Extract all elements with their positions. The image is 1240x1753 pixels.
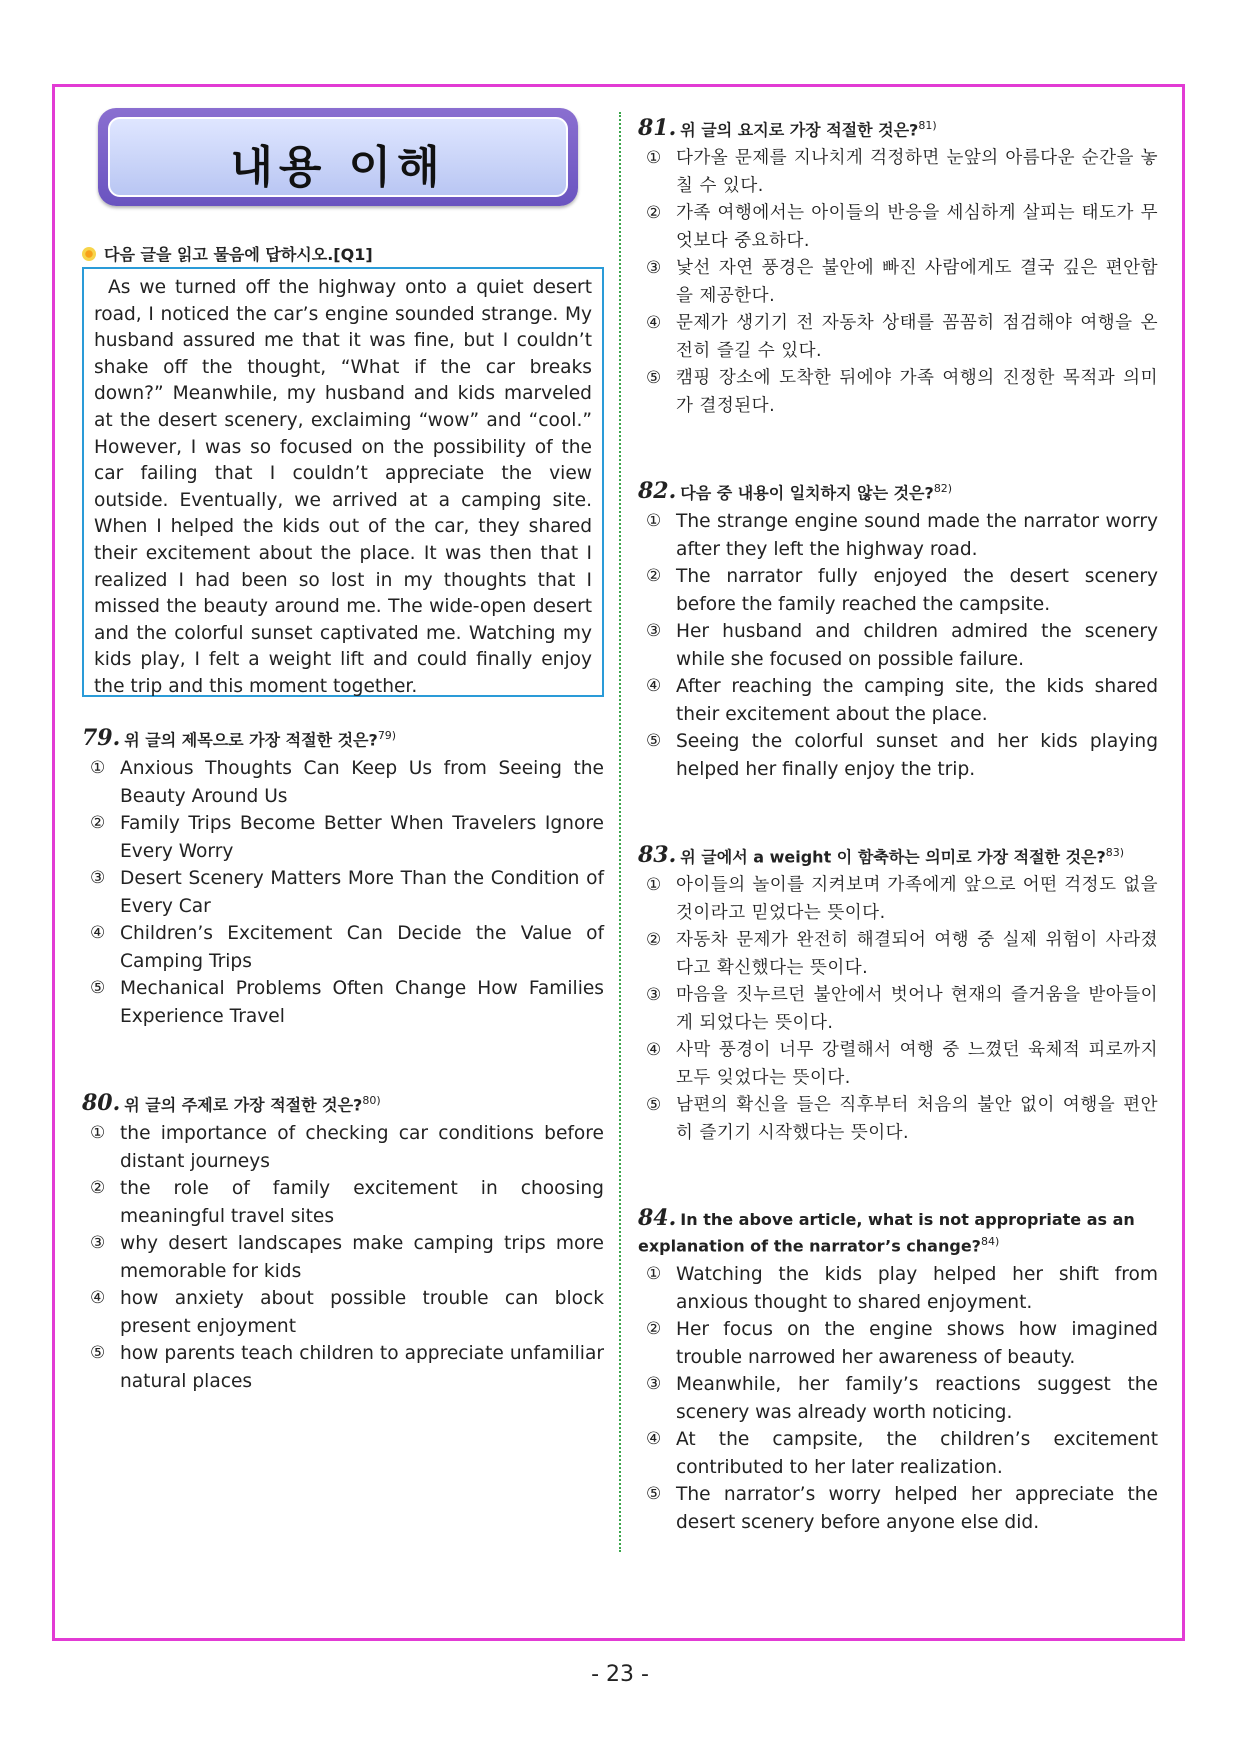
option-text: Mechanical Problems Often Change How Families Experience Travel [120,978,604,1027]
option-text: Desert Scenery Matters More Than the Condition of Every Car [120,868,604,917]
reading-passage [82,267,604,697]
option-mark: ③ [646,258,662,279]
question-text: 위 글의 주제로 가장 적절한 것은? [124,1095,363,1115]
option-text: the role of family excitement in choosing meaningful travel sites [120,1178,604,1227]
option-2[interactable] [638,927,1158,982]
option-mark: ④ [646,676,662,697]
option-mark: ③ [90,1233,106,1254]
option-list [82,755,604,1030]
option-mark: ① [646,148,662,169]
option-text: Meanwhile, her family’s reactions suggest the scenery was already worth noticing. [676,1374,1158,1423]
option-mark: ⑤ [646,1095,662,1116]
option-list [638,508,1158,783]
question-header [638,842,1158,868]
option-5[interactable] [638,365,1158,420]
option-text: Seeing the colorful sunset and her kids playing helped her finally enjoy the trip. [676,731,1158,780]
option-mark: ④ [90,923,106,944]
question-header [638,115,1158,141]
option-text: 가족 여행에서는 아이들의 반응을 세심하게 살피는 태도가 무엇보다 중요하다. [676,203,1158,251]
banner-inner [108,117,568,197]
option-text: Children’s Excitement Can Decide the Value of Camping Trips [120,923,604,972]
option-text: the importance of checking car conditions before distant journeys [120,1123,604,1172]
option-mark: ⑤ [646,731,662,752]
option-4[interactable] [82,920,604,975]
option-list [638,145,1158,420]
option-mark: ③ [646,985,662,1006]
option-mark: ② [90,1178,106,1199]
footnote-ref: 81) [918,119,937,132]
question-text: 위 글의 제목으로 가장 적절한 것은? [124,730,378,750]
option-mark: ③ [90,868,106,889]
option-mark: ④ [646,1429,662,1450]
option-mark: ② [646,1319,662,1340]
option-mark: ① [646,875,662,896]
option-4[interactable] [638,673,1158,728]
section-banner [98,108,578,206]
question-number: 84. [638,1205,677,1231]
option-mark: ④ [90,1288,106,1309]
flower-icon [82,247,96,261]
question-text: 위 글에서 a weight 이 함축하는 의미로 가장 적절한 것은? [680,847,1106,867]
option-mark: ④ [646,1040,662,1061]
option-text: At the campsite, the children’s excitement contributed to her later realization. [676,1429,1158,1478]
option-list [638,872,1158,1147]
option-text: 캠핑 장소에 도착한 뒤에야 가족 여행의 진정한 목적과 의미가 결정된다. [676,368,1158,416]
option-text: 낯선 자연 풍경은 불안에 빠진 사람에게도 결국 깊은 편안함을 제공한다. [676,258,1158,306]
option-text: Anxious Thoughts Can Keep Us from Seeing the Beauty Around Us [120,758,604,807]
question-header [82,725,604,751]
question-82 [638,478,1158,783]
footnote-ref: 82) [933,482,953,495]
question-number: 83. [638,842,677,869]
question-number: 81. [638,115,677,142]
question-81 [638,115,1158,420]
option-1[interactable] [638,1261,1158,1316]
option-mark: ② [646,930,662,951]
footnote-ref: 80) [362,1094,381,1107]
option-mark: ⑤ [646,368,662,389]
question-83 [638,842,1158,1147]
option-mark: ② [646,203,662,224]
option-4[interactable] [638,1037,1158,1092]
option-mark: ① [646,511,662,532]
question-header [82,1090,604,1116]
option-mark: ⑤ [646,1484,662,1505]
option-text: 문제가 생기기 전 자동차 상태를 꼼꼼히 점검해야 여행을 온전히 즐길 수 있다. [676,313,1158,361]
footnote-ref: 84) [980,1235,1000,1248]
option-2[interactable] [82,810,604,865]
option-text: The narrator’s worry helped her appreciate the desert scenery before anyone else did. [676,1484,1158,1533]
option-mark: ② [646,566,662,587]
option-text: 마음을 짓누르던 불안에서 벗어나 현재의 즐거움을 받아들이게 되었다는 뜻이다. [676,985,1158,1033]
option-text: 다가올 문제를 지나치게 걱정하면 눈앞의 아름다운 순간을 놓칠 수 있다. [676,148,1158,196]
option-mark: ② [90,813,106,834]
option-4[interactable] [638,310,1158,365]
option-1[interactable] [638,872,1158,927]
option-5[interactable] [82,1340,604,1395]
option-2[interactable] [638,1316,1158,1371]
option-1[interactable] [82,1120,604,1175]
option-text: 사막 풍경이 너무 강렬해서 여행 중 느꼈던 육체적 피로까지 모두 잊었다는 뜻이다. [676,1040,1158,1088]
question-header [638,1207,1158,1257]
footnote-ref: 83) [1105,846,1125,859]
option-2[interactable] [638,200,1158,255]
option-text: 자동차 문제가 완전히 해결되어 여행 중 실제 위험이 사라졌다고 확신했다는 뜻이다. [676,930,1158,978]
option-text: The strange engine sound made the narrator worry after they left the highway road. [676,511,1158,560]
question-text: 위 글의 요지로 가장 적절한 것은? [680,120,919,140]
option-text: Her focus on the engine shows how imagined trouble narrowed her awareness of beauty. [676,1319,1158,1368]
option-list [638,1261,1158,1536]
question-header [638,478,1158,504]
option-3[interactable] [638,255,1158,310]
column-divider [619,112,621,1552]
option-text: 아이들의 놀이를 지켜보며 가족에게 앞으로 어떤 걱정도 없을 것이라고 믿었다는 뜻이다. [676,875,1158,923]
option-text: The narrator fully enjoyed the desert scenery before the family reached the campsite. [676,566,1158,615]
option-mark: ⑤ [90,1343,106,1364]
option-text: After reaching the camping site, the kids shared their excitement about the place. [676,676,1158,725]
option-mark: ① [646,1264,662,1285]
option-4[interactable] [82,1285,604,1340]
option-mark: ④ [646,313,662,334]
option-mark: ⑤ [90,978,106,999]
option-1[interactable] [638,145,1158,200]
option-text: how anxiety about possible trouble can block present enjoyment [120,1288,604,1337]
question-text: In the above article, what is not appropriate as an explanation of the narrator’s change? [638,1210,1135,1256]
option-3[interactable] [638,618,1158,673]
option-text: Family Trips Become Better When Travelers Ignore Every Worry [120,813,604,862]
question-text: 다음 중 내용이 일치하지 않는 것은? [680,483,934,503]
option-5[interactable] [638,1481,1158,1536]
option-text: 남편의 확신을 들은 직후부터 처음의 불안 없이 여행을 편안히 즐기기 시작했다는 뜻이다. [676,1095,1158,1143]
question-number: 79. [82,725,121,752]
option-3[interactable] [82,1230,604,1285]
option-3[interactable] [638,1371,1158,1426]
option-list [82,1120,604,1395]
page-number: - 23 - [591,1662,649,1687]
question-number: 82. [638,478,677,505]
option-3[interactable] [82,865,604,920]
option-4[interactable] [638,1426,1158,1481]
question-79 [82,725,604,1030]
option-text: Her husband and children admired the scenery while she focused on possible failure. [676,621,1158,670]
option-text: how parents teach children to appreciate unfamiliar natural places [120,1343,604,1392]
option-mark: ① [90,758,106,779]
question-84 [638,1207,1158,1536]
option-text: Watching the kids play helped her shift from anxious thought to shared enjoyment. [676,1264,1158,1313]
option-5[interactable] [82,975,604,1030]
option-2[interactable] [82,1175,604,1230]
instruction-text: 다음 글을 읽고 물음에 답하시오.[Q1] [104,245,373,264]
option-1[interactable] [638,508,1158,563]
option-2[interactable] [638,563,1158,618]
banner-title: 내용 이해 [230,142,446,193]
passage-text: As we turned off the highway onto a quiet desert road, I noticed the car’s engine sounded strange. My husband assured me that it was fine, but I couldn’t shake off the thought, “What if the car breaks down?” Meanwhile, my husband and kids marveled at the desert scenery, exclaiming “wow” and “cool.” However, I was so focused on the possibility of the car failing that I couldn’t appreciate the view outside. Eventually, we arrived at a camping site. When I helped the kids out of the car, they shared their excitement about the place. It was then that I realized I had been so lost in my thoughts that I missed the beauty around me. The wide-open desert and the colorful sunset captivated me. Watching my kids play, I felt a weight lift and could finally enjoy the trip and this moment together. [94,277,592,697]
option-mark: ③ [646,621,662,642]
option-text: why desert landscapes make camping trips more memorable for kids [120,1233,604,1282]
option-5[interactable] [638,1092,1158,1147]
option-5[interactable] [638,728,1158,783]
option-mark: ③ [646,1374,662,1395]
option-mark: ① [90,1123,106,1144]
question-number: 80. [82,1090,121,1117]
instruction [82,242,373,265]
option-3[interactable] [638,982,1158,1037]
footnote-ref: 79) [377,729,397,742]
question-80 [82,1090,604,1395]
option-1[interactable] [82,755,604,810]
